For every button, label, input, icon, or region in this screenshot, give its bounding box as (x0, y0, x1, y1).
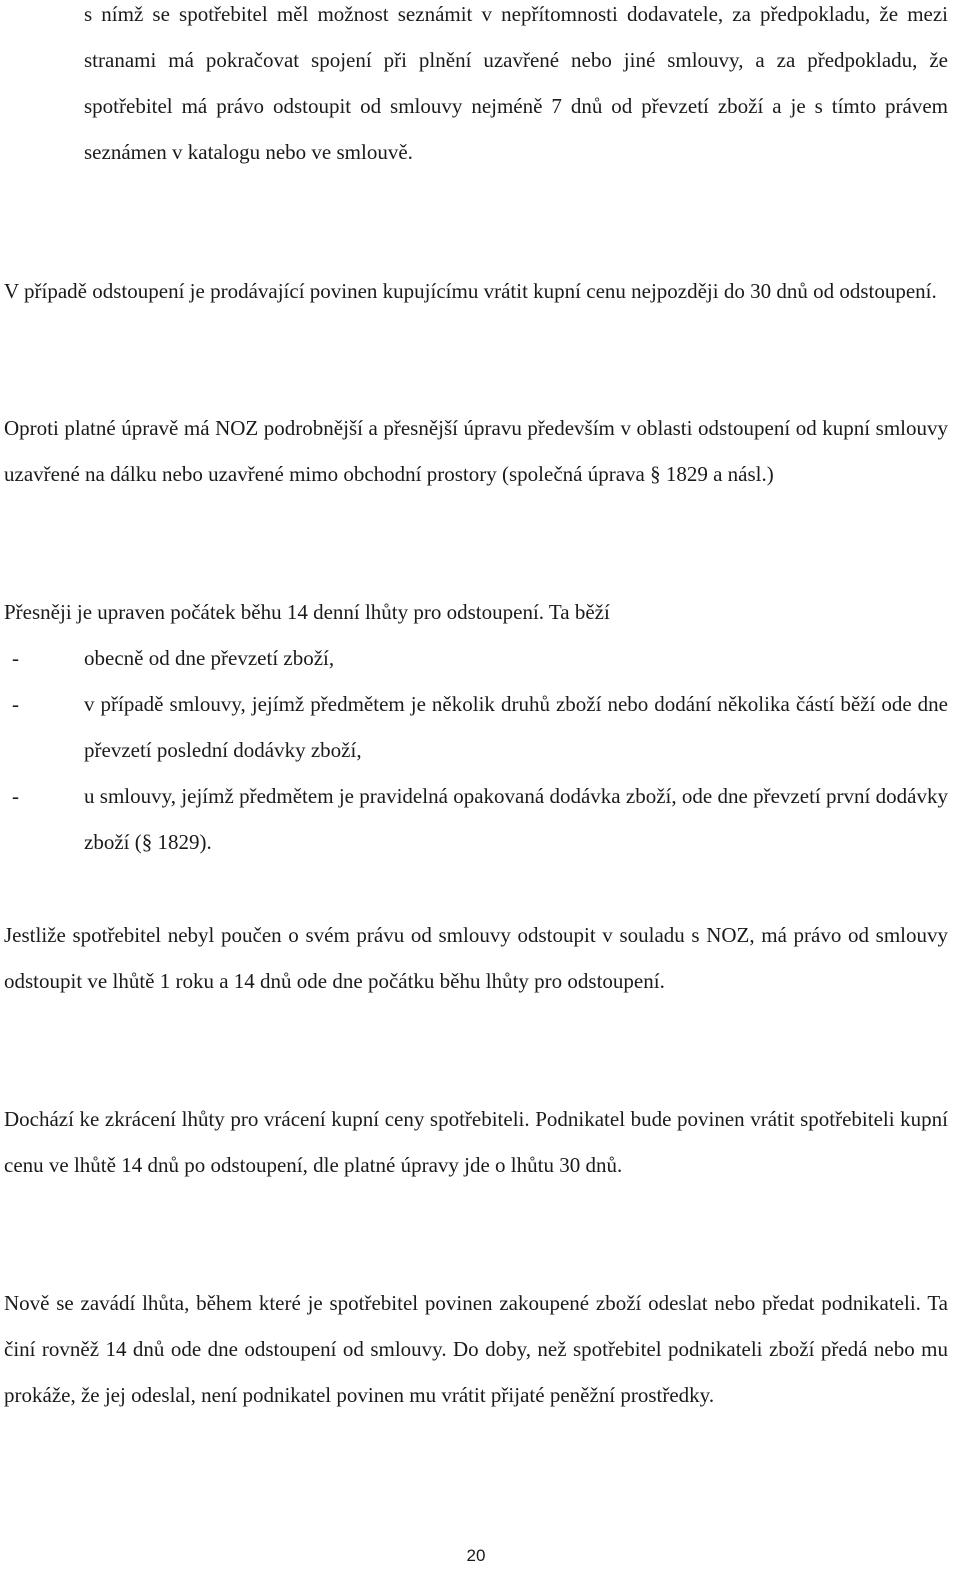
list-bullet: - (12, 692, 19, 716)
list-item (4, 681, 948, 773)
page-number: 20 (466, 1546, 486, 1565)
continuation-paragraph: s nímž se spotřebitel měl možnost seznámit v nepřítomnosti dodavatele, za předpokladu, že mezi stranami má pokračovat spojení při plnění uzavřené nebo jiné smlouvy, a za předpokladu, že spotřebitel má právo odstoupit od smlouvy nejméně 7 dnů od převzetí zboží a je s tímto právem seznámen v katalogu nebo ve smlouvě. (84, 2, 948, 164)
list-bullet: - (12, 646, 19, 670)
list-item (4, 635, 948, 681)
period-start-list (4, 635, 948, 865)
new-deadline-paragraph: Nově se zavádí lhůta, během které je spotřebitel povinen zakoupené zboží odeslat nebo předat podnikateli. Ta činí rovněž 14 dnů ode dne odstoupení od smlouvy. Do doby, než spotřebitel podnikateli zboží předá nebo mu prokáže, že jej odeslal, není podnikatel povinen mu vrátit přijaté peněžní prostředky. (4, 1291, 948, 1407)
not-informed-paragraph: Jestliže spotřebitel nebyl poučen o svém právu od smlouvy odstoupit v souladu s NOZ, má právo od smlouvy odstoupit ve lhůtě 1 roku a 14 dnů ode dne počátku běhu lhůty pro odstoupení. (4, 923, 948, 993)
list-item-text: obecně od dne převzetí zboží, (84, 646, 335, 670)
list-item-text: v případě smlouvy, jejímž předmětem je několik druhů zboží nebo dodání několika částí běží ode dne převzetí poslední dodávky zboží, (84, 692, 948, 762)
list-item (4, 773, 948, 865)
noz-paragraph: Oproti platné úpravě má NOZ podrobnější a přesnější úpravu především v oblasti odstoupení od kupní smlouvy uzavřené na dálku nebo uzavřené mimo obchodní prostory (společná úprava § 1829 a násl.) (4, 416, 948, 486)
shortening-paragraph: Dochází ke zkrácení lhůty pro vrácení kupní ceny spotřebiteli. Podnikatel bude povinen vrátit spotřebiteli kupní cenu ve lhůtě 14 dnů po odstoupení, dle platné úpravy jde o lhůtu 30 dnů. (4, 1107, 948, 1177)
list-item-text: u smlouvy, jejímž předmětem je pravidelná opakovaná dodávka zboží, ode dne převzetí první dodávky zboží (§ 1829). (84, 784, 948, 854)
refund-paragraph: V případě odstoupení je prodávající povinen kupujícímu vrátit kupní cenu nejpozději do 30 dnů od odstoupení. (4, 279, 937, 303)
list-bullet: - (12, 784, 19, 808)
period-start-paragraph: Přesněji je upraven počátek běhu 14 denní lhůty pro odstoupení. Ta běží (4, 600, 610, 624)
